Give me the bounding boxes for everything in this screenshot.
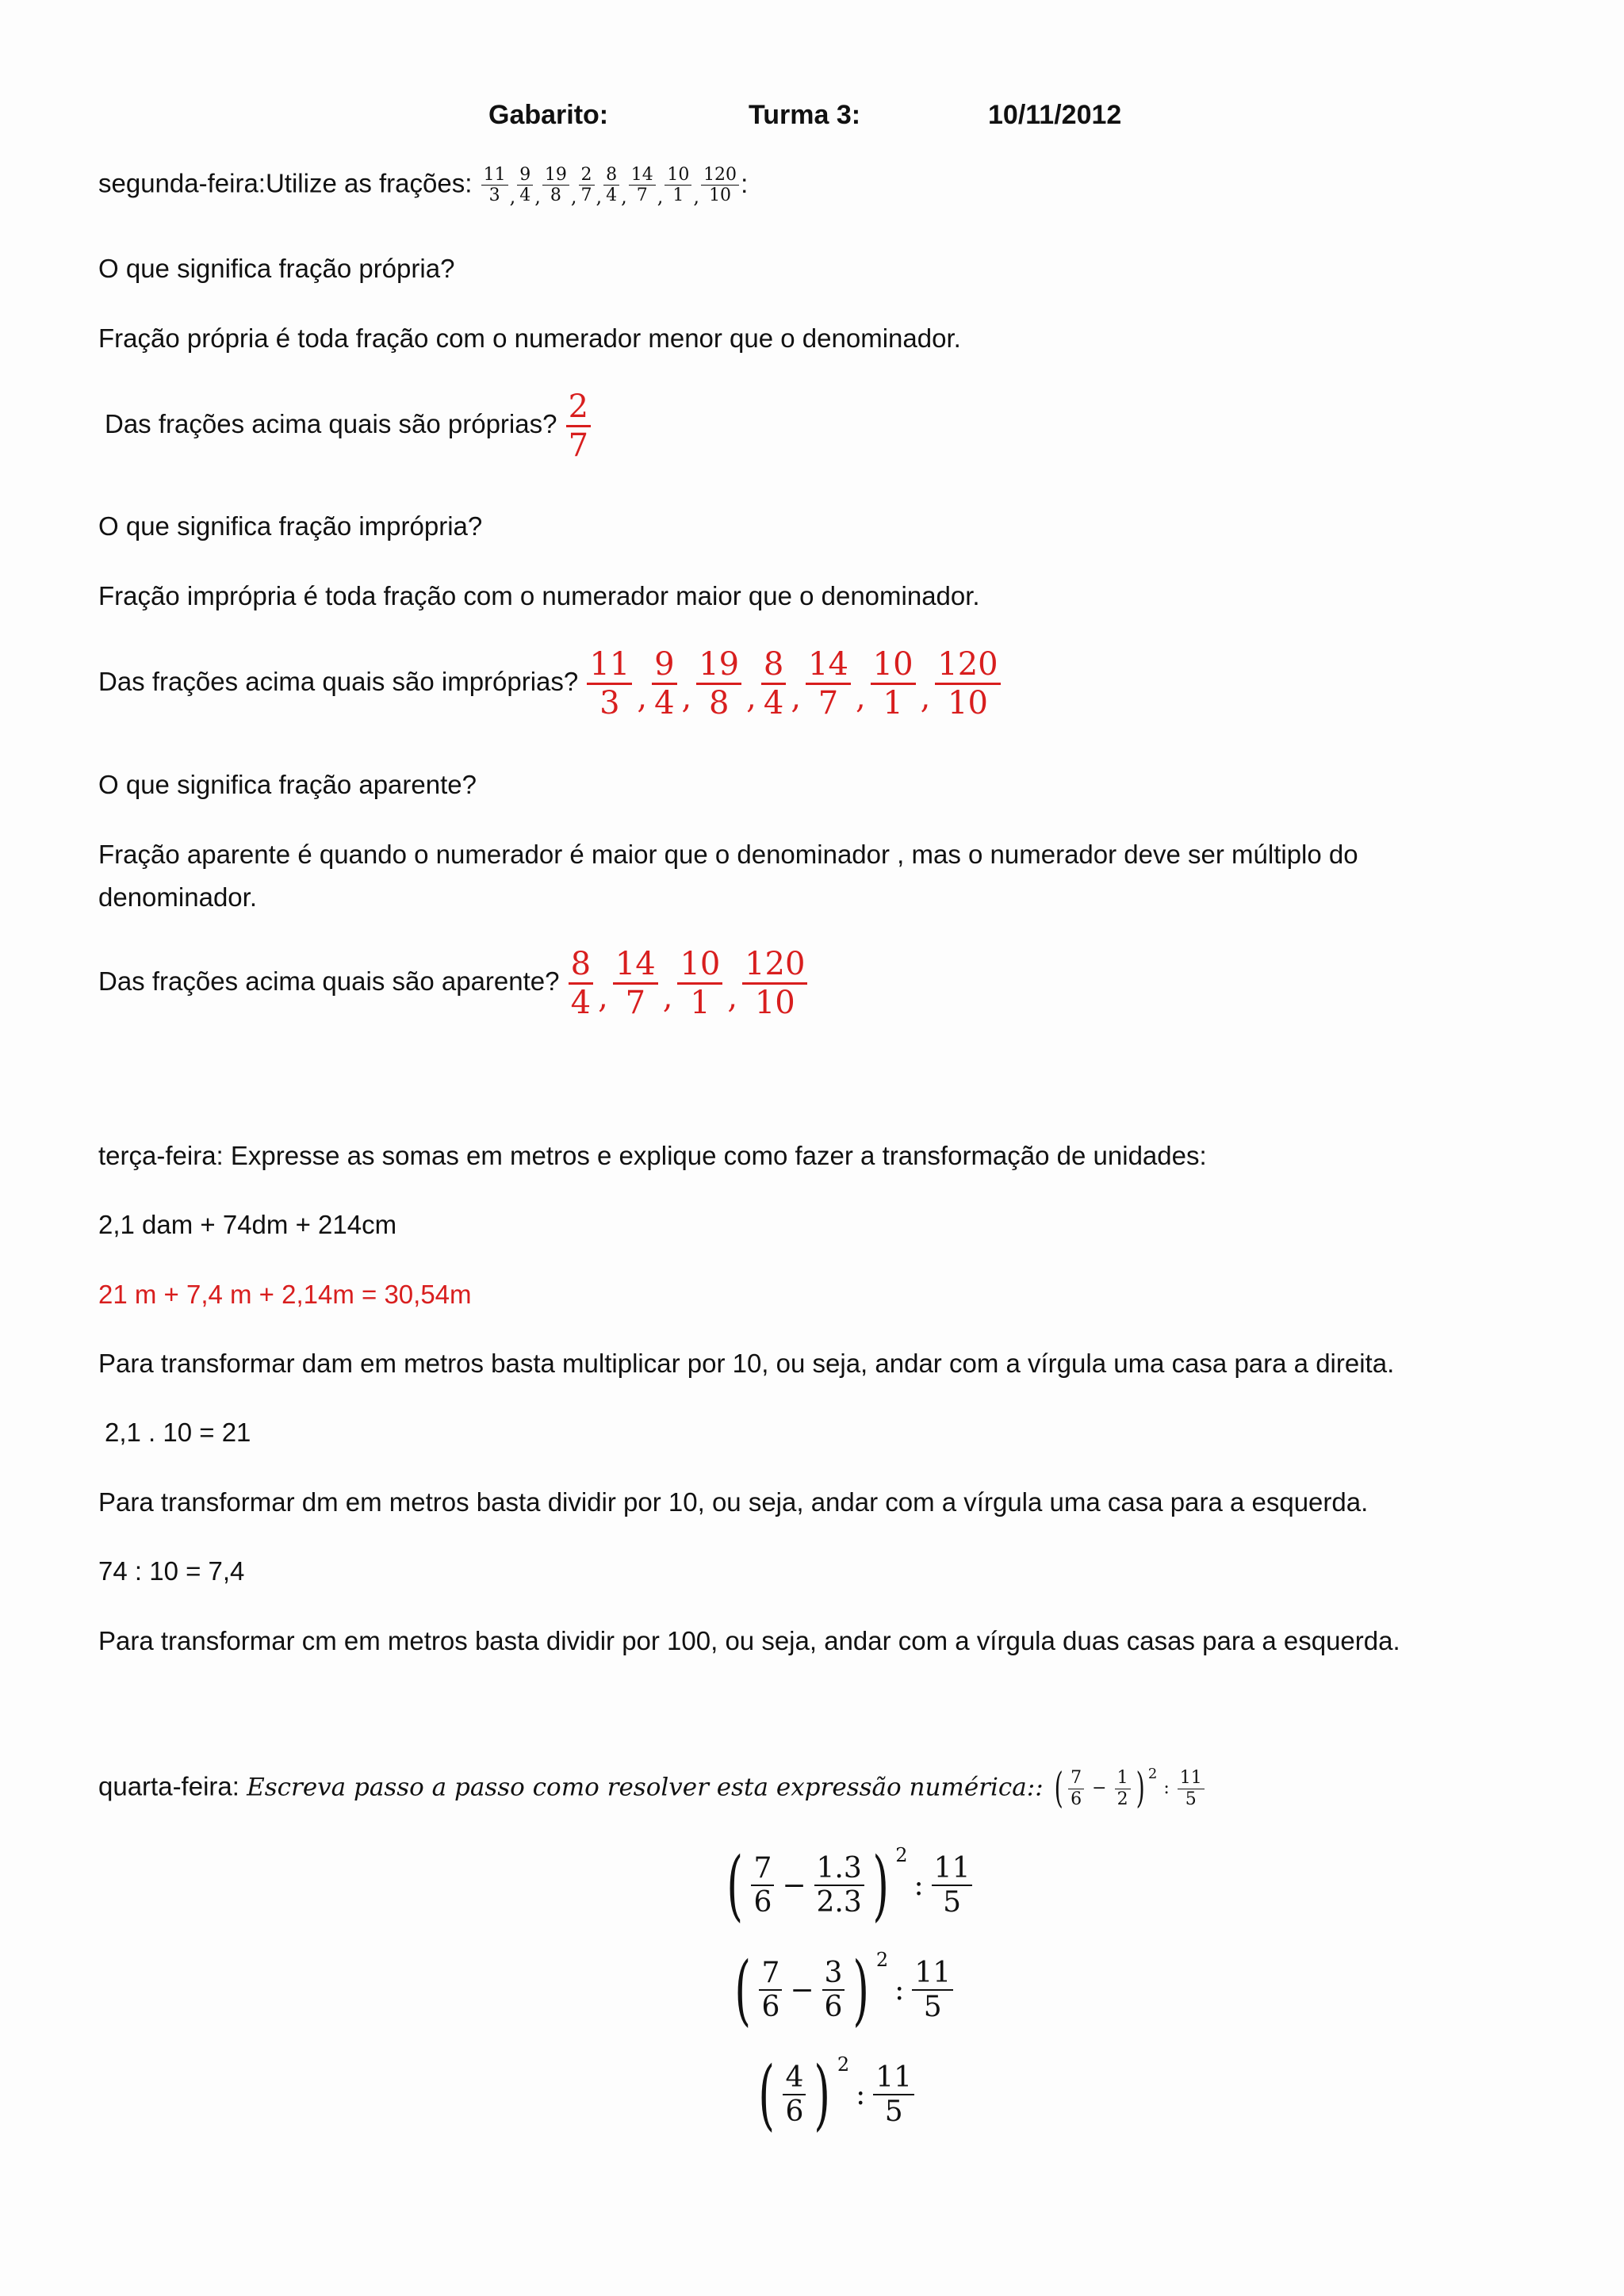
fraction-numerator: 8 [603,165,619,186]
question-quais-aparentes-line [98,946,809,1021]
answer-impropria: Fração imprópria é toda fração com o numerador maior que o denominador. [98,581,980,610]
minus-sign: − [790,1973,814,2007]
question-quais-proprias-line [105,388,592,464]
fraction-denominator: 6 [1071,1789,1082,1809]
tuesday-cm-text: Para transformar cm em metros basta dividir por 100, ou seja, andar com a vírgula duas casas para a esquerda. [98,1626,1400,1655]
fraction [696,646,741,721]
fraction-separator: , [621,185,627,208]
fraction-c [932,1852,973,1919]
tuesday-intro: terça-feira: Expresse as somas em metros e explique como fazer a transformação de unidades: [98,1141,1207,1170]
fraction [652,646,676,721]
fraction-numerator: 4 [783,2061,806,2095]
fraction-numerator: 120 [742,946,807,985]
fraction-c [873,2061,914,2129]
fraction-separator: , [746,679,756,717]
fraction-numerator: 120 [935,646,1000,685]
fraction-denominator: 10 [754,985,795,1021]
fraction-separator: , [534,185,541,208]
fraction-list-end: : [741,168,749,198]
fraction-a [1068,1768,1084,1809]
fraction-denominator: 1 [690,985,710,1021]
fraction-numerator: 11 [587,646,632,685]
minus-sign: − [1092,1777,1107,1798]
question-quais-improprias-line [98,646,1002,721]
wednesday-label: quarta-feira: [98,1771,239,1801]
fraction [566,388,591,464]
exponent: 2 [837,2053,850,2076]
close-paren: ) [872,1841,889,1930]
fraction [677,946,722,1021]
fraction [806,646,851,721]
exponent: 2 [1147,1766,1158,1782]
fraction-denominator: 7 [568,427,589,464]
open-paren: ( [734,1946,752,2034]
fraction [517,165,533,206]
fraction-a [751,1852,774,1919]
open-paren: ( [1054,1765,1063,1812]
header-title: Gabarito: [488,100,609,130]
fraction-denominator: 6 [824,1991,843,2023]
fraction-separator: , [657,185,664,208]
question-quais-proprias: Das frações acima quais são próprias? [105,409,557,439]
fraction-numerator: 14 [613,946,658,985]
step-3-expression [752,2050,916,2139]
fraction-numerator: 8 [569,946,593,985]
fraction-numerator: 9 [517,165,533,186]
fraction [629,165,656,206]
fraction-denominator: 5 [943,1886,962,1919]
question-aparente: O que significa fração aparente? [98,770,477,799]
division-sign: : [914,1869,924,1902]
fraction-denominator: 3 [488,186,500,206]
fraction-denominator: 5 [884,2095,903,2128]
fraction-a [759,1957,782,2024]
fraction-numerator: 9 [652,646,676,685]
fraction [579,165,595,206]
open-paren: ( [758,2050,776,2139]
fraction-separator: , [509,185,516,208]
fraction-separator: , [791,679,802,717]
fraction-b [814,1852,864,1919]
fraction-numerator: 11 [932,1852,973,1886]
wednesday-instruction: Escreva passo a passo como resolver esta expressão numérica: [247,1773,1036,1802]
fraction [665,165,691,206]
step-2-expression [728,1946,955,2034]
fraction [603,165,619,206]
fraction-denominator: 5 [1185,1789,1197,1809]
fraction-denominator: 1 [672,186,684,206]
fraction-numerator: 7 [1068,1768,1084,1789]
fraction [481,165,508,206]
fraction-denominator: 5 [923,1991,942,2023]
exponent: 2 [875,1949,889,1971]
fraction [613,946,658,1021]
wednesday-line: quarta-feira: Escreva passo a passo como resolver esta expressão numérica:: ( $\frac{7}{6}$ − $\frac{1}{2}$ ) 2 : $\frac{11}{5}$ [98,1768,1206,1809]
fraction [569,946,593,1021]
fraction-separator: , [681,679,692,717]
fraction-denominator: 7 [580,186,592,206]
answer-aparente-line1: Fração aparente é quando o numerador é maior que o denominador , mas o numerador deve ser múltiplo do [98,840,1358,869]
fraction-denominator: 2 [1116,1789,1128,1809]
minus-sign: − [782,1869,806,1902]
fraction-separator: , [598,979,608,1016]
question-impropria: O que significa fração imprópria? [98,511,483,541]
fraction-separator: , [570,185,577,208]
answer-propria: Fração própria é toda fração com o numerador menor que o denominador. [98,323,961,353]
close-paren: ) [1136,1765,1145,1812]
fraction-numerator: 10 [677,946,722,985]
fraction-denominator: 10 [948,685,988,721]
fraction-numerator: 11 [912,1957,953,1991]
division-sign: : [856,2078,866,2111]
fraction-c [912,1957,953,2024]
fraction-denominator: 4 [606,186,618,206]
tuesday-dam-text: Para transformar dam em metros basta multiplicar por 10, ou seja, andar com a vírgula uma casa para a direita. [98,1349,1395,1378]
open-paren: ( [726,1841,744,1930]
fraction [935,646,1000,721]
fraction-numerator: 11 [873,2061,914,2095]
fraction-denominator: 4 [654,685,675,721]
fraction-a [783,2061,806,2129]
tuesday-dam-calc: 2,1 . 10 = 21 [105,1418,251,1447]
fraction-separator: , [662,979,673,1016]
fraction-denominator: 6 [761,1991,780,2023]
fraction-numerator: 10 [665,165,691,186]
fraction-denominator: 8 [708,685,730,721]
fraction-denominator: 8 [550,186,561,206]
monday-intro: segunda-feira:Utilize as frações: [98,168,473,198]
fraction-b [822,1957,845,2024]
fraction-numerator: 7 [751,1852,774,1886]
fraction-separator: , [920,679,931,717]
fraction-numerator: 19 [696,646,741,685]
fraction-denominator: 10 [709,186,732,206]
answer-aparentes-fractions [567,946,810,1021]
fraction-numerator: 11 [481,165,508,186]
fraction-denominator: 1 [883,685,903,721]
fraction-separator: , [637,679,648,717]
close-paren: ) [852,1946,870,2034]
question-quais-aparentes: Das frações acima quais são aparente? [98,966,560,997]
fraction-denominator: 7 [818,685,839,721]
fraction [761,646,786,721]
fraction-numerator: 1 [1115,1768,1131,1789]
exponent: 2 [895,1844,908,1866]
fraction-numerator: 2 [566,388,591,427]
fraction-numerator: 1.3 [814,1852,864,1886]
step-1-expression [720,1841,974,1930]
fraction-denominator: 6 [753,1886,772,1919]
division-sign: : [894,1973,905,2007]
fraction [587,646,632,721]
tuesday-sum: 2,1 dam + 74dm + 214cm [98,1210,397,1239]
fraction-denominator: 4 [570,985,592,1021]
question-propria: O que significa fração própria? [98,254,455,283]
fraction [742,946,807,1021]
monday-intro-line [98,165,748,209]
fraction-denominator: 4 [519,186,531,206]
question-quais-improprias: Das frações acima quais são impróprias? [98,667,579,697]
fraction-numerator: 11 [1178,1768,1205,1789]
fraction-denominator: 7 [625,985,646,1021]
fraction [871,646,916,721]
answer-aparente-line2: denominador. [98,882,257,912]
fraction-c [1178,1768,1205,1809]
fraction-numerator: 19 [542,165,569,186]
answer-improprias-fractions [585,646,1002,721]
fraction-numerator: 120 [701,165,739,186]
fraction-separator: , [693,185,700,208]
fraction-numerator: 14 [629,165,656,186]
division-sign: : [1163,1777,1170,1798]
fraction-separator: , [596,185,603,208]
monday-fraction-list [480,165,749,208]
fraction-denominator: 4 [763,685,784,721]
fraction-b [1115,1768,1131,1809]
tuesday-answer: 21 m + 7,4 m + 2,14m = 30,54m [98,1280,472,1309]
fraction-denominator: 7 [636,186,648,206]
fraction-numerator: 10 [871,646,916,685]
fraction-numerator: 8 [761,646,786,685]
wednesday-expression [1051,1765,1206,1812]
fraction-numerator: 7 [759,1957,782,1991]
tuesday-dm-text: Para transformar dm em metros basta dividir por 10, ou seja, andar com a vírgula uma casa para a esquerda. [98,1487,1369,1517]
fraction-numerator: 14 [806,646,851,685]
fraction-denominator: 6 [785,2095,804,2128]
header-turma: Turma 3: [749,100,861,130]
header-date: 10/11/2012 [988,100,1122,130]
fraction [542,165,569,206]
fraction-denominator: 3 [599,685,620,721]
fraction-denominator: 2.3 [816,1886,862,1919]
fraction-separator: , [727,979,738,1016]
answer-proprias-fractions [565,388,592,464]
fraction-separator: , [855,679,866,717]
fraction-numerator: 2 [579,165,595,186]
close-paren: ) [814,2050,831,2139]
tuesday-dm-calc: 74 : 10 = 7,4 [98,1556,245,1586]
fraction-numerator: 3 [822,1957,845,1991]
fraction [701,165,739,206]
